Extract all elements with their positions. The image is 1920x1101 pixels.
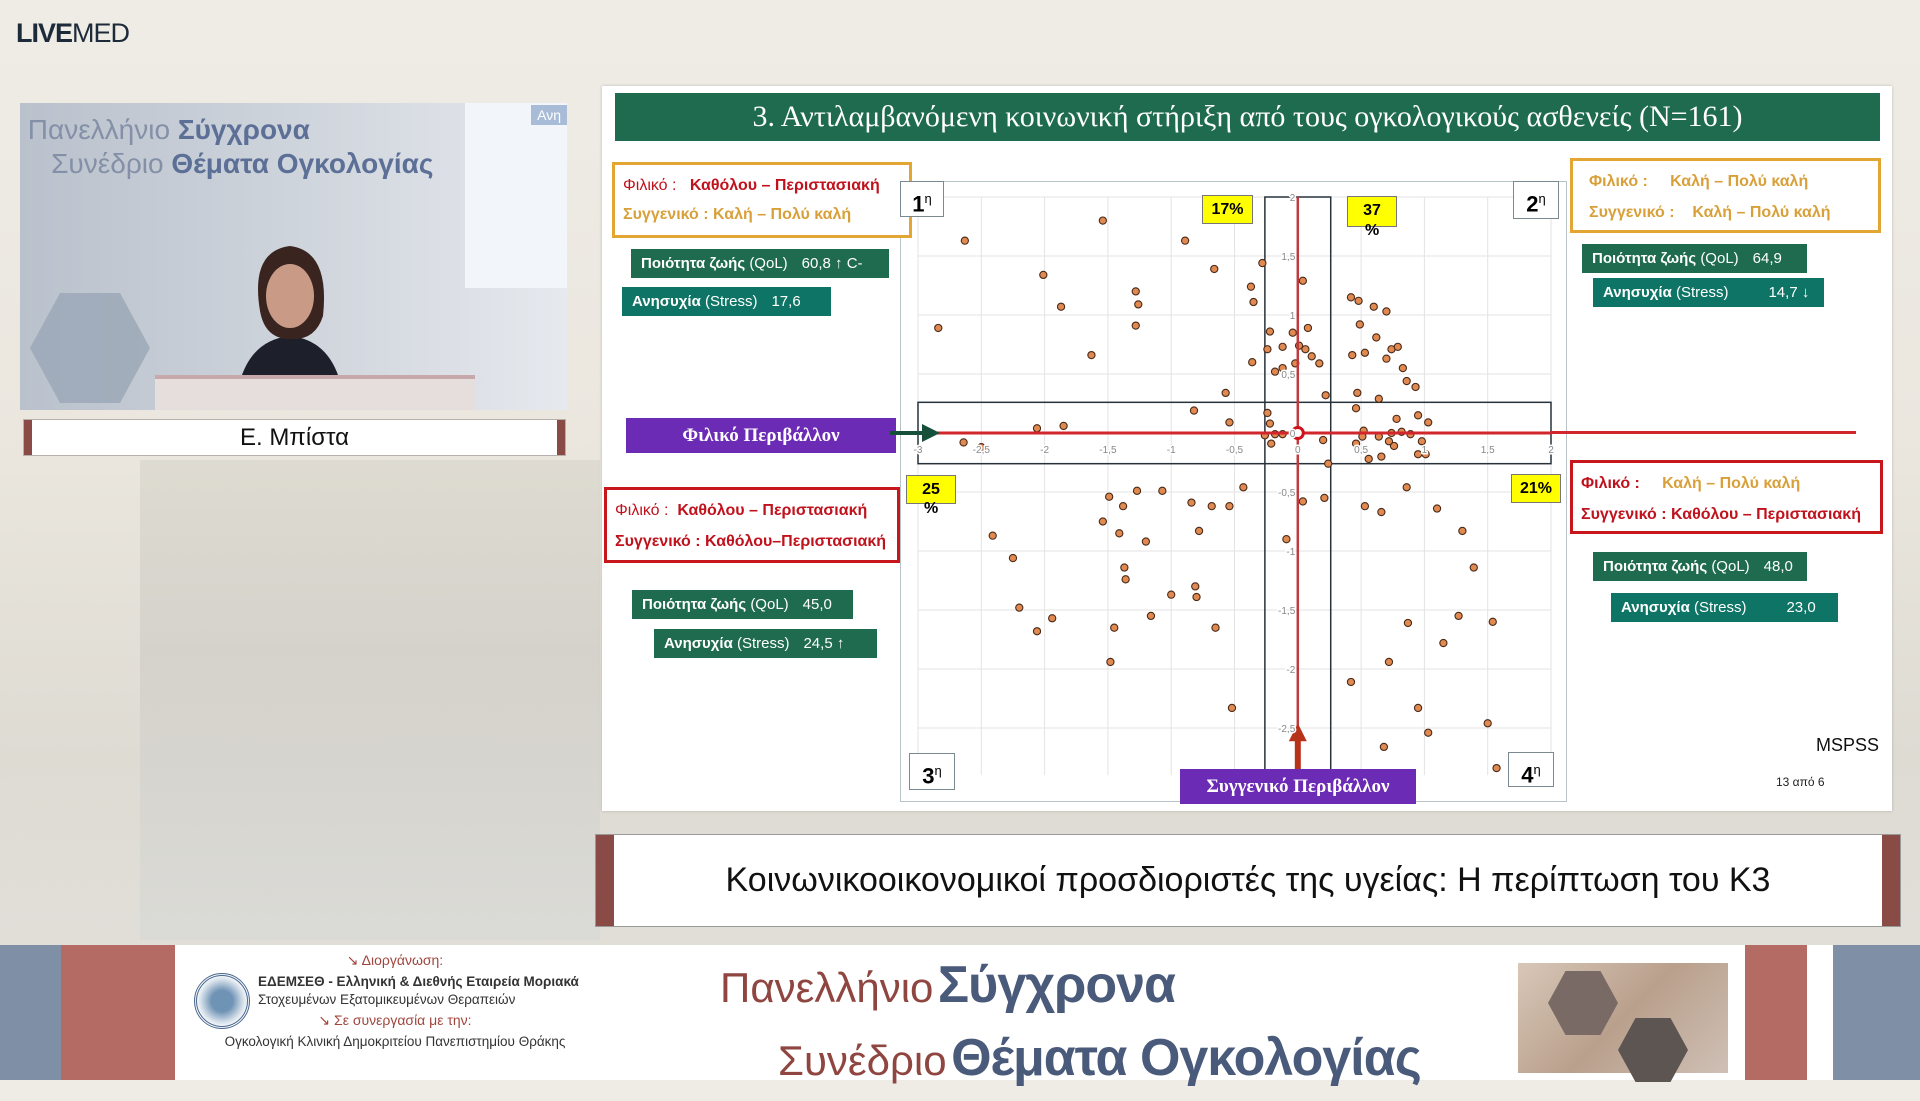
data-point	[1361, 349, 1368, 356]
quadrant-1-percent: 17%	[1202, 195, 1253, 224]
data-point	[1249, 359, 1256, 366]
data-point	[1259, 259, 1266, 266]
speaker-name: Ε. Μπίστα	[24, 420, 565, 455]
podium	[155, 375, 475, 410]
data-point	[1425, 419, 1432, 426]
data-point	[1316, 360, 1323, 367]
y-tick-label: 0	[1289, 429, 1296, 440]
quadrant-4-qol: Ποιότητα ζωής (QoL) 48,0	[1593, 552, 1807, 581]
data-point	[1484, 720, 1491, 727]
scatter-chart	[900, 181, 1567, 802]
data-point	[1228, 704, 1235, 711]
data-point	[1250, 298, 1257, 305]
data-point	[1033, 425, 1040, 432]
data-points	[935, 217, 1501, 772]
data-point	[1354, 389, 1361, 396]
y-tick-label: 1,5	[1281, 252, 1296, 263]
data-point	[1121, 564, 1128, 571]
x-tick-label: -1	[1166, 445, 1176, 457]
arrow-right-icon	[890, 422, 942, 444]
quadrant-2-label: $2^\eta$	[1513, 181, 1559, 219]
data-point	[1212, 624, 1219, 631]
quadrant-2-description: Φιλικό : Καλή – Πολύ καλή Συγγενικό : Καλή – Πολύ καλή	[1570, 158, 1881, 233]
data-point	[1489, 618, 1496, 625]
chart-grid	[918, 197, 1551, 775]
data-point	[1190, 407, 1197, 414]
data-point	[1195, 527, 1202, 534]
data-point	[1133, 487, 1140, 494]
data-point	[1132, 322, 1139, 329]
data-point	[1414, 451, 1421, 458]
quadrant-1-qol: Ποιότητα ζωής (QoL) 60,8 ↑ C-	[631, 249, 889, 278]
arrow-up-icon: ↑	[836, 635, 845, 652]
data-point	[1404, 619, 1411, 626]
data-point	[1349, 352, 1356, 359]
x-tick-label: 1,5	[1480, 445, 1495, 457]
data-point	[1412, 383, 1419, 390]
data-point	[1355, 297, 1362, 304]
data-point	[1383, 308, 1390, 315]
video-banner: Πανελλήνιο Σύγχρονα Συνέδριο Θέματα Ογκολογίας	[27, 114, 434, 179]
hexagon-decoration	[30, 293, 150, 403]
speaker-video	[20, 103, 567, 410]
x-tick-label: 0	[1295, 445, 1301, 457]
data-point	[961, 237, 968, 244]
data-point	[1459, 527, 1466, 534]
livemed-logo: LIVEMED	[16, 18, 130, 48]
data-point	[1159, 487, 1166, 494]
arrow-down-icon: ↓	[1801, 284, 1810, 301]
data-point	[1226, 503, 1233, 510]
congress-image	[1518, 963, 1728, 1073]
x-axis-label: Φιλικό Περιβάλλον	[626, 418, 896, 453]
arrow-up-icon: ↑	[835, 255, 843, 272]
data-point	[1060, 422, 1067, 429]
quadrant-4-stress: Ανησυχία (Stress) 23,0	[1611, 593, 1838, 622]
data-point	[1352, 405, 1359, 412]
quadrant-2-percent-sign: %	[1365, 222, 1380, 239]
data-point	[1040, 271, 1047, 278]
data-point	[1168, 591, 1175, 598]
y-tick-label: 2	[1289, 193, 1296, 204]
data-point	[1414, 412, 1421, 419]
data-point	[1385, 658, 1392, 665]
y-tick-label: -1,5	[1278, 606, 1296, 617]
data-point	[1119, 503, 1126, 510]
quadrant-2-stress: Ανησυχία (Stress) 14,7 ↓	[1593, 278, 1824, 307]
quadrant-4-percent: 21%	[1511, 474, 1561, 503]
quadrant-4-description: Φιλικό : Καλή – Πολύ καλή Συγγενικό : Καθόλου – Περιστασιακή	[1570, 460, 1883, 534]
x-tick-label: 1	[1421, 445, 1428, 457]
data-point	[1383, 355, 1390, 362]
data-point	[1440, 639, 1447, 646]
quadrant-3-percent: 25	[906, 475, 956, 504]
data-point	[1264, 346, 1271, 353]
y-tick-label: -0,5	[1278, 488, 1296, 499]
data-point	[1455, 612, 1462, 619]
x-tick-label: 0,5	[1354, 445, 1369, 457]
background-photo	[140, 460, 600, 940]
data-point	[1208, 503, 1215, 510]
data-point	[1240, 484, 1247, 491]
data-point	[1299, 498, 1306, 505]
data-point	[1049, 615, 1056, 622]
data-point	[1365, 455, 1372, 462]
x-tick-label: -2,5	[972, 445, 990, 457]
quadrant-3-qol: Ποιότητα ζωής (QoL) 45,0	[632, 590, 853, 619]
quadrant-1-description: Φιλικό : Καθόλου – Περιστασιακή Συγγενικό : Καλή – Πολύ καλή	[612, 162, 912, 238]
data-point	[1403, 484, 1410, 491]
video-screen: Ανη	[465, 103, 567, 288]
quadrant-2-qol: Ποιότητα ζωής (QoL) 64,9	[1582, 244, 1807, 273]
quadrant-3-description: Φιλικό : Καθόλου – Περιστασιακή Συγγενικό : Καθόλου–Περιστασιακή	[604, 487, 900, 563]
data-point	[1107, 658, 1114, 665]
data-point	[1414, 704, 1421, 711]
data-point	[1116, 530, 1123, 537]
data-point	[1394, 343, 1401, 350]
quadrant-1-stress: Ανησυχία (Stress) 17,6	[622, 287, 831, 316]
x-tick-label: -0,5	[1225, 445, 1244, 457]
data-point	[1188, 499, 1195, 506]
data-point	[1106, 493, 1113, 500]
data-point	[1033, 628, 1040, 635]
quadrant-2-percent: 37	[1347, 196, 1397, 227]
data-point	[1226, 419, 1233, 426]
data-point	[1403, 377, 1410, 384]
y-axis-label: Συγγενικό Περιβάλλον	[1180, 769, 1416, 804]
data-point	[1393, 415, 1400, 422]
data-point	[1182, 237, 1189, 244]
quadrant-1-label: $1^\eta$	[900, 181, 944, 217]
data-point	[1142, 538, 1149, 545]
quadrant-3-percent-sign: %	[924, 500, 939, 517]
slide-title: 3. Αντιλαμβανόμενη κοινωνική στήριξη από τους ογκολογικούς ασθενείς (N=161)	[615, 93, 1880, 141]
data-point	[1322, 392, 1329, 399]
friend-axis-line	[1550, 431, 1856, 434]
data-point	[1135, 301, 1142, 308]
data-point	[1361, 503, 1368, 510]
data-point	[1356, 321, 1363, 328]
y-tick-label: 0,5	[1281, 370, 1296, 381]
data-point	[1122, 576, 1129, 583]
data-point	[1347, 678, 1354, 685]
quadrant-3-stress: Ανησυχία (Stress) 24,5 ↑	[654, 629, 877, 658]
data-point	[1375, 395, 1382, 402]
data-point	[1370, 303, 1377, 310]
footer-banner	[0, 945, 1920, 1087]
data-point	[1299, 277, 1306, 284]
data-point	[1493, 765, 1500, 772]
data-point	[1268, 440, 1275, 447]
data-point	[1247, 283, 1254, 290]
data-point	[989, 532, 996, 539]
x-tick-label: -3	[913, 445, 923, 457]
data-point	[1192, 583, 1199, 590]
data-point	[1320, 436, 1327, 443]
data-point	[1266, 420, 1273, 427]
data-point	[1111, 624, 1118, 631]
data-point	[1193, 593, 1200, 600]
data-point	[960, 439, 967, 446]
data-point	[1099, 217, 1106, 224]
data-point	[1347, 294, 1354, 301]
data-point	[1385, 438, 1392, 445]
data-point	[1289, 329, 1296, 336]
data-point	[1009, 554, 1016, 561]
data-point	[1378, 508, 1385, 515]
data-point	[1211, 265, 1218, 272]
data-point	[1321, 494, 1328, 501]
y-tick-label: 1	[1289, 311, 1296, 322]
quadrant-3-label: $3^\eta$	[909, 753, 955, 790]
data-point	[935, 324, 942, 331]
congress-brand: Πανελλήνιο Σύγχρονα Συνέδριο Θέματα Ογκολογίας	[720, 956, 1421, 1087]
x-tick-label: -1,5	[1099, 445, 1117, 457]
y-tick-label: -2,5	[1278, 724, 1296, 735]
data-point	[1016, 604, 1023, 611]
data-point	[1418, 438, 1425, 445]
data-point	[1099, 518, 1106, 525]
data-point	[1378, 453, 1385, 460]
data-point	[1132, 288, 1139, 295]
data-point	[1308, 353, 1315, 360]
data-point	[1088, 352, 1095, 359]
data-point	[1380, 743, 1387, 750]
y-tick-label: -1	[1286, 547, 1296, 558]
data-point	[1470, 564, 1477, 571]
organizer-info: ↘ Διοργάνωση: ΕΔΕΜΣΕΘ - Ελληνική & Διεθνής Εταιρεία Μοριακά Στοχευμένων Εξατομικευμένων Θεραπειών ↘ Σε συνεργασία με την: Ογκολογική Κλινική Δημοκριτείου Πανεπιστημίου Θράκης	[224, 952, 579, 1049]
data-point	[1425, 729, 1432, 736]
x-tick-label: -2	[1040, 445, 1050, 457]
data-point	[1399, 365, 1406, 372]
data-point	[1147, 612, 1154, 619]
slide-page-number: 13 από 6	[1776, 775, 1825, 789]
data-point	[1433, 505, 1440, 512]
data-point	[1325, 460, 1332, 467]
quadrant-4-label: $4^\eta$	[1508, 752, 1554, 787]
data-point	[1283, 536, 1290, 543]
data-point	[1266, 328, 1273, 335]
talk-subtitle: Κοινωνικοοικονομικοί προσδιοριστές της υγείας: Η περίπτωση του Κ3	[596, 835, 1900, 926]
data-point	[1271, 368, 1278, 375]
data-point	[1264, 409, 1271, 416]
data-point	[1373, 334, 1380, 341]
x-tick-label: 2	[1548, 445, 1554, 457]
y-tick-label: -2	[1286, 665, 1296, 676]
data-point	[1304, 324, 1311, 331]
data-point	[1279, 343, 1286, 350]
data-point	[1295, 342, 1302, 349]
data-point	[1057, 303, 1064, 310]
scale-name: MSPSS	[1816, 735, 1880, 755]
data-point	[1222, 389, 1229, 396]
